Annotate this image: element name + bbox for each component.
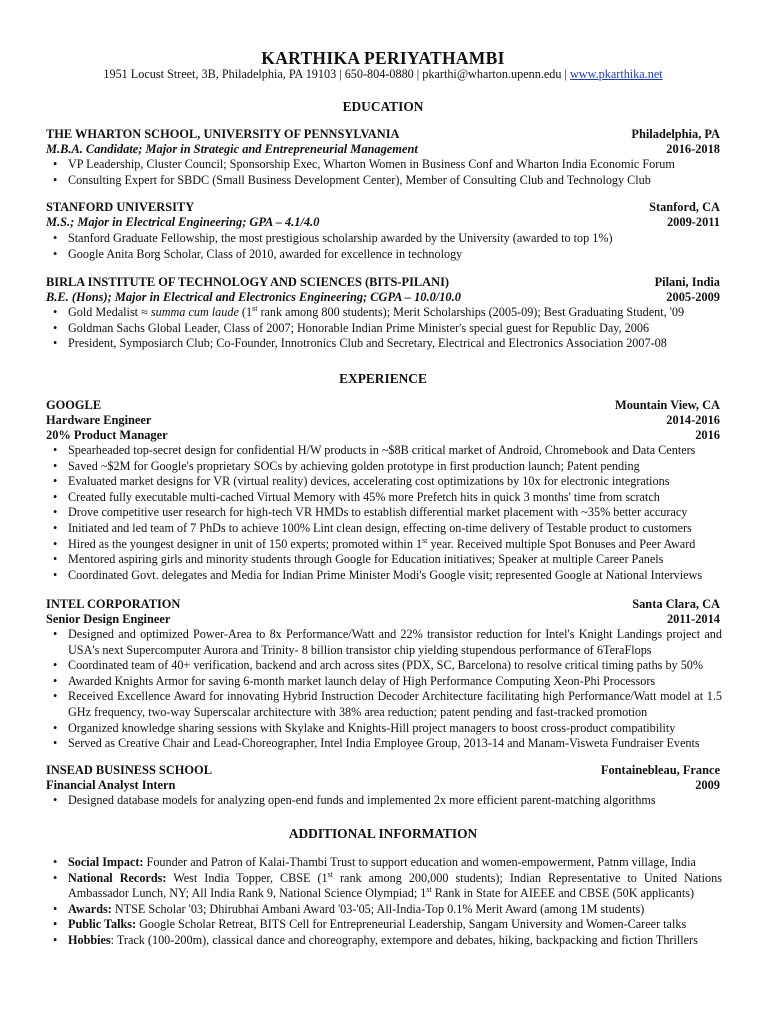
awards-text: NTSE Scholar '03; Dhirubhai Ambani Award '03-'05; All-India-Top 0.1% Merit Award (among 1M students): [111, 901, 645, 916]
contact-details: 1951 Locust Street, 3B, Philadelphia, PA 19103 | 650-804-0880 | pkarthi@wharton.upenn.edu |: [103, 67, 570, 81]
bullet-item: [46, 933, 722, 949]
degree-dates: 2009-2011: [666, 215, 720, 229]
bullet-item: [46, 902, 722, 918]
company-name: GOOGLE: [46, 398, 102, 412]
awards-label: Awards:: [68, 901, 112, 916]
bullet-item: • Initiated and led team of 7 PhDs to achieve 100% Lint clean design, effecting on-time delivery of Testable product to customers: [46, 521, 722, 537]
bullet-item: • VP Leadership, Cluster Council; Sponsorship Exec, Wharton Women in Business Conf and Wharton India Economic Forum: [46, 157, 722, 173]
bullet-list: [46, 231, 722, 262]
additional-heading: ADDITIONAL INFORMATION: [288, 826, 478, 841]
bullet-item: • Designed database models for analyzing open-end funds and implemented 2x more efficient parent-matching algorithms: [46, 793, 722, 809]
experience-heading: EXPERIENCE: [339, 371, 427, 386]
role-title: 20% Product Manager: [46, 428, 168, 442]
school-location: Stanford, CA: [649, 200, 720, 214]
bullet-list: [46, 443, 722, 583]
contact-line: [46, 67, 720, 82]
degree: M.S.; Major in Electrical Engineering; GPA – 4.1/4.0: [46, 215, 320, 229]
company-location: Fontainebleau, France: [600, 763, 720, 777]
bullet-item: [46, 537, 722, 553]
bullet-item: • Stanford Graduate Fellowship, the most prestigious scholarship awarded by the University (awarded to top 1%): [46, 231, 722, 247]
social-label: Social Impact:: [68, 855, 144, 869]
school-name: STANFORD UNIVERSITY: [46, 200, 195, 214]
bullet-item: • Created fully executable multi-cached Virtual Memory with 45% more Prefetch hits in quick 3 months' time from scratch: [46, 490, 722, 506]
bullet-list: [46, 855, 722, 949]
bullet-item: [46, 871, 722, 902]
bullet-item: • Mentored aspiring girls and minority students through Google for Education initiatives; Speaker at multiple Career Panels: [46, 552, 722, 568]
social-text: Founder and Patron of Kalai-Thambi Trust to support education and women-empowerment, Patnm village, India: [143, 855, 696, 869]
degree: M.B.A. Candidate; Major in Strategic and Entrepreneurial Management: [46, 142, 418, 156]
bullet-list: [46, 157, 722, 188]
school-location: Pilani, India: [654, 275, 720, 289]
bullet-item: • Designed and optimized Power-Area to 8x Performance/Watt and 22% transistor reduction for Intel's Knight Landings project and USA's next Supercomputer Aurora and Trinity- 8 billion transistor chip yielding stupendous performance of 6TeraFlops: [46, 627, 722, 658]
education-heading: EDUCATION: [342, 99, 424, 114]
bullet-item: • Goldman Sachs Global Leader, Class of 2007; Honorable Indian Prime Minister's special guest for Republic Day, 2006: [46, 321, 722, 337]
talks-text: Google Scholar Retreat, BITS Cell for Entrepreneurial Leadership, Sangam University and Women-Career talks: [136, 917, 687, 932]
school-name: BIRLA INSTITUTE OF TECHNOLOGY AND SCIENCES (BITS-PILANI): [46, 275, 450, 289]
degree: B.E. (Hons); Major in Electrical and Electronics Engineering; CGPA – 10.0/10.0: [46, 290, 461, 304]
hobbies-label: Hobbies: [68, 932, 111, 947]
website-link[interactable]: www.pkarthika.net: [570, 67, 663, 81]
bullet-item: • Evaluated market designs for VR (virtual reality) devices, accelerating cost optimizations by 10x for electronic integrations: [46, 474, 722, 490]
company-location: Mountain View, CA: [615, 398, 720, 412]
candidate-name: KARTHIKA PERIYATHAMBI: [261, 48, 505, 68]
role-dates: 2009: [695, 778, 720, 792]
records-label: National Records:: [68, 870, 167, 885]
role-title: Hardware Engineer: [46, 413, 152, 427]
hired-sup: st: [422, 535, 428, 545]
bullet-list: [46, 305, 722, 352]
role-dates: 2011-2014: [666, 612, 720, 626]
gold-mid: (1: [238, 305, 253, 319]
gold-post: rank among 800 students); Merit Scholarships (2005-09); Best Graduating Student, '09: [257, 305, 685, 319]
bullet-item: • Coordinated team of 40+ verification, backend and arch across sites (PDX, SC, Barcelona) to resolve critical timing paths by 50%: [46, 658, 722, 674]
company-name: INTEL CORPORATION: [46, 597, 181, 611]
company-location: Santa Clara, CA: [632, 597, 720, 611]
bullet-item: • Received Excellence Award for innovating Hybrid Instruction Decoder Architecture facilitating high Performance/Watt model at 1.5 GHz frequency, two-way Superscalar architecture with 38% area reduction; patent pending and fast-tracked promotion: [46, 689, 722, 720]
records-post: Rank in State for AIEEE and CBSE (50K applicants): [431, 886, 695, 901]
role-title: Financial Analyst Intern: [46, 778, 176, 792]
talks-label: Public Talks:: [68, 917, 137, 932]
bullet-item: • Saved ~$2M for Google's proprietary SOCs by achieving golden prototype in first production launch; Patent pending: [46, 459, 722, 475]
role-dates: 2014-2016: [666, 413, 720, 427]
bullet-item: • Awarded Knights Armor for saving 6-month market launch delay of High Performance Computing Xeon-Phi Processors: [46, 674, 722, 690]
bullet-list: [46, 627, 722, 752]
bullet-item: • Consulting Expert for SBDC (Small Business Development Center), Member of Consulting Club and Technology Club: [46, 173, 722, 189]
bullet-item: • Organized knowledge sharing sessions with Skylake and Knights-Hill project managers to boost cross-product compatibility: [46, 721, 722, 737]
bullet-item: [46, 855, 722, 871]
degree-dates: 2016-2018: [666, 142, 720, 156]
bullet-item: • Spearheaded top-secret design for confidential H/W products in ~$8B critical market of Android, Chromebook and Data Centers: [46, 443, 722, 459]
records-sup: st: [426, 885, 432, 895]
bullet-item: • Served as Creative Chair and Lead-Choreographer, Intel India Employee Group, 2013-14 and Manam-Visweta Fundraiser Events: [46, 736, 722, 752]
gold-sup: st: [252, 303, 258, 313]
records-sup: st: [327, 869, 333, 879]
hired-pre: Hired as the youngest designer in unit of 150 experts; promoted within 1: [68, 536, 423, 551]
bullet-item: • Coordinated Govt. delegates and Media for Indian Prime Minister Modi's Google visit; represented Google at National Interviews: [46, 568, 722, 584]
school-name: THE WHARTON SCHOOL, UNIVERSITY OF PENNSYLVANIA: [46, 127, 400, 141]
records-mid: rank among 200,000 students); Indian Representative to United Nations Ambassador Lunch, NY; All India Rank 9, National Science Olympiad; 1: [68, 870, 722, 901]
hobbies-text: : Track (100-200m), classical dance and choreography, extempore and debates, hiking, backpacking and fiction Thrillers: [110, 932, 698, 947]
bullet-item: • Drove competitive user research for high-tech VR HMDs to establish differential market placement with ~35% better accuracy: [46, 505, 722, 521]
bullet-list: [46, 793, 722, 809]
company-name: INSEAD BUSINESS SCHOOL: [46, 763, 212, 777]
bullet-item: • President, Symposiarch Club; Co-Founder, Innotronics Club and Secretary, Electrical and Electronics Association 2007-08: [46, 336, 722, 352]
school-location: Philadelphia, PA: [631, 127, 720, 141]
bullet-item: [46, 917, 722, 933]
bullet-item: [46, 305, 722, 321]
role-dates: 2016: [695, 428, 720, 442]
gold-honor: summa cum laude: [150, 305, 239, 319]
role-title: Senior Design Engineer: [46, 612, 171, 626]
gold-pre: Gold Medalist ≈: [68, 305, 151, 319]
records-pre: West India Topper, CBSE (1: [166, 870, 328, 885]
hired-post: year. Received multiple Spot Bonuses and Peer Award: [427, 536, 696, 551]
bullet-item: • Google Anita Borg Scholar, Class of 2010, awarded for excellence in technology: [46, 247, 722, 263]
degree-dates: 2005-2009: [666, 290, 720, 304]
